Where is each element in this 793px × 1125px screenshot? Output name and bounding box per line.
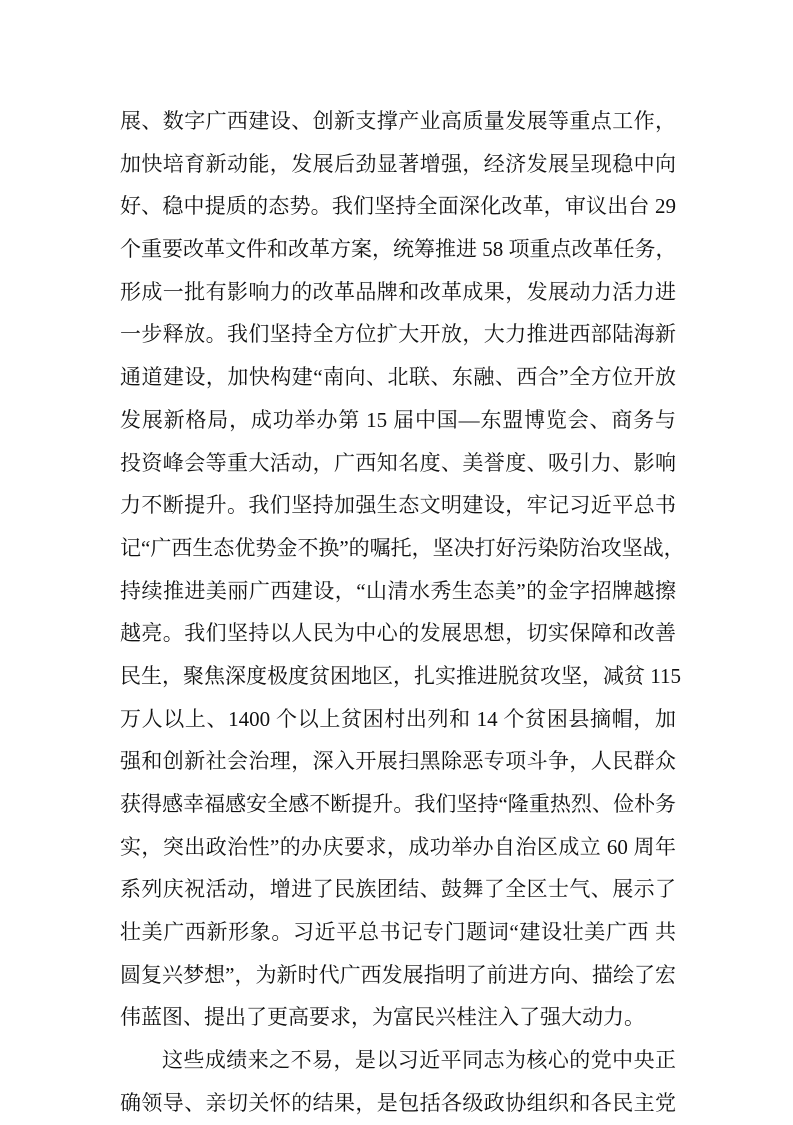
text-line: 强和创新社会治理，深入开展扫黑除恶专项斗争，人民群众 — [120, 749, 676, 774]
text-line: 展、数字广西建设、创新支撑产业高质量发展等重点工作， — [120, 109, 676, 133]
text-line: 记“广西生态优势金不换”的嘱托，坚决打好污染防治攻坚战， — [120, 535, 685, 560]
text-line: 系列庆祝活动，增进了民族团结、鼓舞了全区士气、展示了 — [120, 877, 676, 902]
text-line: 投资峰会等重大活动，广西知名度、美誉度、吸引力、影响 — [120, 450, 676, 475]
paragraph — [120, 1039, 676, 1124]
text-line: 通道建设，加快构建“南向、北联、东融、西合”全方位开放 — [120, 365, 676, 390]
text-line: 伟蓝图、提出了更高要求，为富民兴桂注入了强大动力。 — [120, 1005, 645, 1030]
document-page — [120, 100, 685, 1125]
text-line: 获得感幸福感安全感不断提升。我们坚持“隆重热烈、俭朴务 — [120, 792, 676, 816]
text-line: 壮美广西新形象。习近平总书记专门题词“建设壮美广西 共 — [120, 920, 676, 945]
text-line: 个重要改革文件和改革方案，统筹推进 58 项重点改革任务， — [120, 237, 677, 262]
text-line: 发展新格局，成功举办第 15 届中国—东盟博览会、商务与 — [120, 407, 676, 432]
text-line: 圆复兴梦想”，为新时代广西发展指明了前进方向、描绘了宏 — [120, 962, 676, 987]
text-line: 力不断提升。我们坚持加强生态文明建设，牢记习近平总书 — [120, 493, 676, 518]
text-line: 越亮。我们坚持以人民为中心的发展思想，切实保障和改善 — [120, 621, 676, 646]
text-line: 形成一批有影响力的改革品牌和改革成果，发展动力活力进 — [120, 279, 676, 304]
text-line: 万人以上、1400 个以上贫困村出列和 14 个贫困县摘帽，加 — [120, 706, 676, 731]
paragraph — [120, 100, 685, 1039]
text-line: 一步释放。我们坚持全方位扩大开放，大力推进西部陆海新 — [120, 322, 676, 347]
text-line: 实，突出政治性”的办庆要求，成功举办自治区成立 60 周年 — [120, 834, 676, 859]
text-line: 这些成绩来之不易，是以习近平同志为核心的党中央正 — [162, 1048, 676, 1073]
text-line: 确领导、亲切关怀的结果，是包括各级政协组织和各民主党 — [120, 1090, 676, 1115]
text-line: 民生，聚焦深度极度贫困地区，扎实推进脱贫攻坚，减贫 115 — [120, 663, 681, 688]
text-line: 持续推进美丽广西建设，“山清水秀生态美”的金字招牌越擦 — [120, 578, 676, 603]
text-line: 加快培育新动能，发展后劲显著增强，经济发展呈现稳中向 — [120, 151, 676, 176]
text-line: 好、稳中提质的态势。我们坚持全面深化改革，审议出台 29 — [120, 194, 676, 219]
